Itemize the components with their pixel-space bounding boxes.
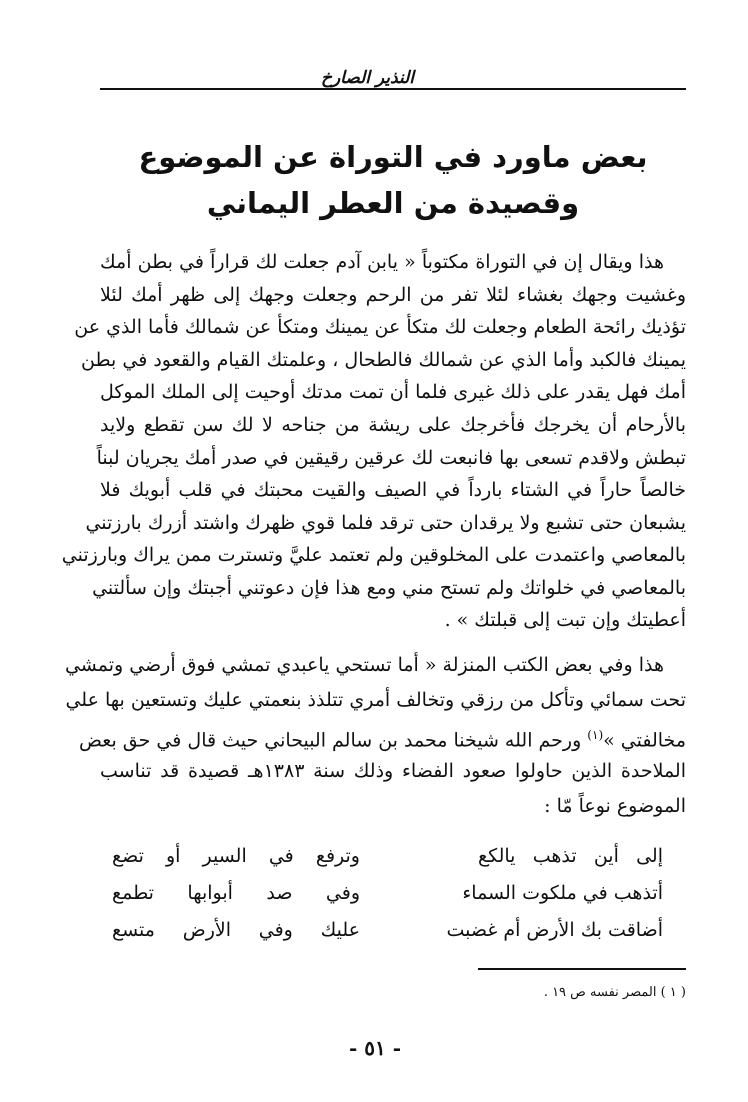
text-line: يمينك فالكبد وأما الذي عن شمالك فالطحال ، وعلمتك القيام والقعود في بطن	[80, 349, 686, 371]
text-line: تؤذيك رائحة الطعام وجعلت لك متكأ عن يمينك ومتكأ عن شمالك فأما الذي عن	[74, 316, 686, 338]
header-rule	[100, 88, 686, 90]
text-segment: مخالفتي »	[603, 729, 686, 752]
text-line: وغشيت وجهك بغشاء لئلا تفر من الرحم وجعلت وجهك إلى ظهر أمك لئلا	[100, 284, 686, 306]
verse-second-hemistich: وفي صد أبوابها تطمع	[112, 882, 360, 904]
text-line: الملاحدة الذين حاولوا صعود الفضاء وذلك سنة ١٣٨٣هـ قصيدة قد تناسب	[100, 760, 686, 782]
text-line: أمك فهل يقدر على ذلك غيرى فلما أن تمت مدتك أوحيت إلى الملك الموكل	[100, 381, 686, 403]
page-number: - ٥١ -	[348, 1036, 401, 1060]
chapter-title-line-1: بعض ماورد في التوراة عن الموضوع	[138, 140, 648, 174]
footnote: ( ١ ) المصر نفسه ص ١٩ .	[543, 985, 686, 1000]
text-line	[79, 720, 686, 755]
running-title: النذير الصارخ	[305, 68, 430, 88]
text-line: خالصاً حاراً في الشتاء بارداً في الصيف والقيت محبتك في قلب أبويك فلا	[100, 479, 686, 501]
text-line: تحت سمائي وتأكل من رزقي وتخالف أمري تتلذذ بنعمتي عليك وتستعين بها علي	[65, 689, 686, 711]
chapter-title-line-2: وقصيدة من العطر اليماني	[206, 186, 580, 220]
text-line: بالمعاصي في خلواتك ولم تستح مني ومع هذا فإن دعوتني أجبتك وإن سألتني	[92, 577, 686, 599]
text-segment: ورحم الله شيخنا محمد بن سالم البيحاني حيث قال في حق بعض	[79, 729, 588, 752]
text-line: أعطيتك وإن تبت إلى قبلتك » .	[444, 609, 686, 631]
footnote-marker[interactable]: (١)	[587, 728, 604, 742]
text-line: يشبعان حتى تشبع ولا يرقدان حتى ترقد فلما قوي ظهرك واشتد أزرك بارزتني	[85, 512, 686, 534]
text-line: بالأرحام أن يخرجك فأخرجك على ريشة من جناحه لا لك سن تقطع ولايد	[100, 414, 686, 436]
text-line: هذا وفي بعض الكتب المنزلة « أما تستحي ياعبدي تمشي فوق أرضي وتمشي	[64, 654, 664, 676]
verse-first-hemistich: أتذهب في ملكوت السماء	[462, 882, 663, 904]
text-line: بالمعاصي واعتمدت على المخلوقين ولم تعتمد عليَّ وتسترت ممن يراك وبارزتني	[61, 544, 686, 566]
verse-second-hemistich: وترفع في السير أو تضع	[112, 845, 360, 867]
verse-second-hemistich: عليك وفي الأرض متسع	[112, 919, 360, 941]
text-line: هذا ويقال إن في التوراة مكتوباً « يابن آدم جعلت لك قراراً في بطن أمك	[100, 251, 664, 273]
verse-first-hemistich: أضاقت بك الأرض أم غضبت	[446, 919, 663, 941]
text-line: الموضوع نوعاً مّا :	[544, 795, 686, 817]
text-line: تبطش ولاقدم تسعى بها فانبعت لك عرقين رقيقين في صدر أمك يجريان لبناً	[96, 447, 686, 469]
verse-first-hemistich: إلى أين تذهب يالكع	[478, 845, 663, 867]
footnote-rule	[478, 968, 686, 970]
